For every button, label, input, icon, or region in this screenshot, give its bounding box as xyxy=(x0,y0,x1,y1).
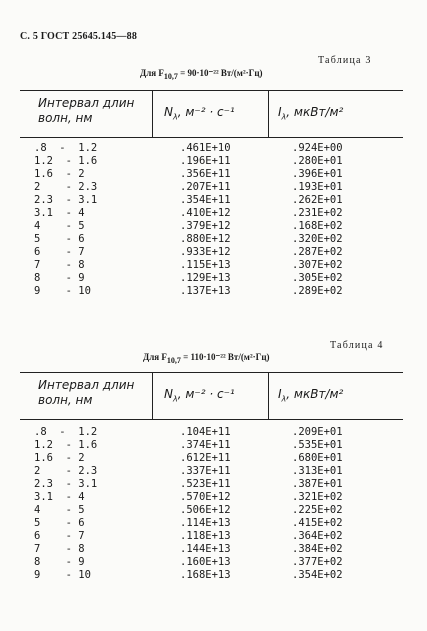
flux-cell: .337E+11 xyxy=(180,465,231,477)
flux-cell: .144E+13 xyxy=(180,543,231,555)
intensity-cell: .262E+01 xyxy=(292,194,343,206)
flux-cell: .104E+11 xyxy=(180,426,231,438)
col-flux-header: $N_\lambda$, м⁻² · с⁻¹ xyxy=(164,105,235,122)
table-3-caption: Таблица 3 xyxy=(318,55,372,66)
intensity-cell: .225E+02 xyxy=(292,504,343,516)
wavelength-cell: 2.3 - 3.1 xyxy=(34,194,98,206)
flux-cell: .523E+11 xyxy=(180,478,231,490)
intensity-cell: .168E+02 xyxy=(292,220,343,232)
flux-cell: .410E+12 xyxy=(180,207,231,219)
wavelength-cell: 4 - 5 xyxy=(34,504,85,516)
intensity-cell: .535E+01 xyxy=(292,439,343,451)
wavelength-cell: 6 - 7 xyxy=(34,530,85,542)
intensity-cell: .287E+02 xyxy=(292,246,343,258)
table-row xyxy=(20,426,403,439)
wavelength-cell: 1.6 - 2 xyxy=(34,452,85,464)
wavelength-cell: 2.3 - 3.1 xyxy=(34,478,98,490)
table-row xyxy=(20,452,403,465)
wavelength-cell: 5 - 6 xyxy=(34,517,85,529)
table-row xyxy=(20,168,403,181)
flux-cell: .612E+11 xyxy=(180,452,231,464)
table-row xyxy=(20,233,403,246)
table-row xyxy=(20,465,403,478)
flux-cell: .379E+12 xyxy=(180,220,231,232)
intensity-cell: .231E+02 xyxy=(292,207,343,219)
table-row xyxy=(20,246,403,259)
intensity-cell: .384E+02 xyxy=(292,543,343,555)
intensity-cell: .313E+01 xyxy=(292,465,343,477)
intensity-cell: .307E+02 xyxy=(292,259,343,271)
intensity-cell: .321E+02 xyxy=(292,491,343,503)
table-row xyxy=(20,530,403,543)
intensity-cell: .377E+02 xyxy=(292,556,343,568)
table-row xyxy=(20,207,403,220)
intensity-cell: .364E+02 xyxy=(292,530,343,542)
flux-cell: .118E+13 xyxy=(180,530,231,542)
table-row xyxy=(20,194,403,207)
col-wavelength-header: Интервал длин волн, нм xyxy=(38,378,135,407)
wavelength-cell: 2 - 2.3 xyxy=(34,465,98,477)
table-row xyxy=(20,142,403,155)
intensity-cell: .320E+02 xyxy=(292,233,343,245)
table-row xyxy=(20,155,403,168)
table-row xyxy=(20,543,403,556)
table-3 xyxy=(20,90,403,298)
table-4 xyxy=(20,372,403,582)
table-row xyxy=(20,220,403,233)
table-4-body xyxy=(20,420,403,582)
wavelength-cell: 9 - 10 xyxy=(34,569,91,581)
intensity-cell: .193E+01 xyxy=(292,181,343,193)
intensity-cell: .396E+01 xyxy=(292,168,343,180)
table-3-header xyxy=(20,90,403,138)
flux-cell: .356E+11 xyxy=(180,168,231,180)
table-row xyxy=(20,259,403,272)
intensity-cell: .680E+01 xyxy=(292,452,343,464)
col-wavelength-header: Интервал длин волн, нм xyxy=(38,96,135,125)
wavelength-cell: 7 - 8 xyxy=(34,259,85,271)
flux-cell: .207E+11 xyxy=(180,181,231,193)
flux-cell: .570E+12 xyxy=(180,491,231,503)
intensity-cell: .924E+00 xyxy=(292,142,343,154)
flux-cell: .880E+12 xyxy=(180,233,231,245)
table-row xyxy=(20,478,403,491)
table-row xyxy=(20,504,403,517)
table-3-body xyxy=(20,138,403,298)
table-row xyxy=(20,439,403,452)
flux-cell: .506E+12 xyxy=(180,504,231,516)
table-row xyxy=(20,272,403,285)
wavelength-cell: 9 - 10 xyxy=(34,285,91,297)
wavelength-cell: 1.2 - 1.6 xyxy=(34,155,98,167)
flux-cell: .114E+13 xyxy=(180,517,231,529)
intensity-cell: .280E+01 xyxy=(292,155,343,167)
wavelength-cell: 2 - 2.3 xyxy=(34,181,98,193)
flux-cell: .115E+13 xyxy=(180,259,231,271)
col-flux-header: $N_\lambda$, м⁻² · с⁻¹ xyxy=(164,387,235,404)
flux-cell: .137E+13 xyxy=(180,285,231,297)
col-intensity-header: $I_\lambda$, мкВт/м² xyxy=(278,105,344,122)
wavelength-cell: 1.6 - 2 xyxy=(34,168,85,180)
intensity-cell: .209E+01 xyxy=(292,426,343,438)
intensity-cell: .387E+01 xyxy=(292,478,343,490)
flux-cell: .160E+13 xyxy=(180,556,231,568)
wavelength-cell: 8 - 9 xyxy=(34,272,85,284)
wavelength-cell: .8 - 1.2 xyxy=(34,426,98,438)
table-row xyxy=(20,285,403,298)
wavelength-cell: 4 - 5 xyxy=(34,220,85,232)
wavelength-cell: 6 - 7 xyxy=(34,246,85,258)
intensity-cell: .415E+02 xyxy=(292,517,343,529)
wavelength-cell: 3.1 - 4 xyxy=(34,491,85,503)
flux-cell: .461E+10 xyxy=(180,142,231,154)
flux-cell: .168E+13 xyxy=(180,569,231,581)
table-row xyxy=(20,556,403,569)
table-4-condition: Для $F_{10,7} = 110\cdot 10^{-22}$ Вт/(м²·Гц) xyxy=(143,352,270,365)
flux-cell: .129E+13 xyxy=(180,272,231,284)
flux-cell: .374E+11 xyxy=(180,439,231,451)
table-row xyxy=(20,181,403,194)
page-header: С. 5 ГОСТ 25645.145—88 xyxy=(20,31,138,42)
wavelength-cell: .8 - 1.2 xyxy=(34,142,98,154)
table-row xyxy=(20,569,403,582)
table-row xyxy=(20,491,403,504)
flux-cell: .354E+11 xyxy=(180,194,231,206)
table-4-header xyxy=(20,372,403,420)
table-4-caption: Таблица 4 xyxy=(330,340,384,351)
intensity-cell: .289E+02 xyxy=(292,285,343,297)
table-3-condition: Для $F_{10,7} = 90\cdot 10^{-22}$ Вт/(м²·Гц) xyxy=(140,68,263,81)
wavelength-cell: 3.1 - 4 xyxy=(34,207,85,219)
table-row xyxy=(20,517,403,530)
wavelength-cell: 8 - 9 xyxy=(34,556,85,568)
intensity-cell: .305E+02 xyxy=(292,272,343,284)
col-intensity-header: $I_\lambda$, мкВт/м² xyxy=(278,387,344,404)
flux-cell: .933E+12 xyxy=(180,246,231,258)
wavelength-cell: 7 - 8 xyxy=(34,543,85,555)
wavelength-cell: 1.2 - 1.6 xyxy=(34,439,98,451)
wavelength-cell: 5 - 6 xyxy=(34,233,85,245)
intensity-cell: .354E+02 xyxy=(292,569,343,581)
flux-cell: .196E+11 xyxy=(180,155,231,167)
